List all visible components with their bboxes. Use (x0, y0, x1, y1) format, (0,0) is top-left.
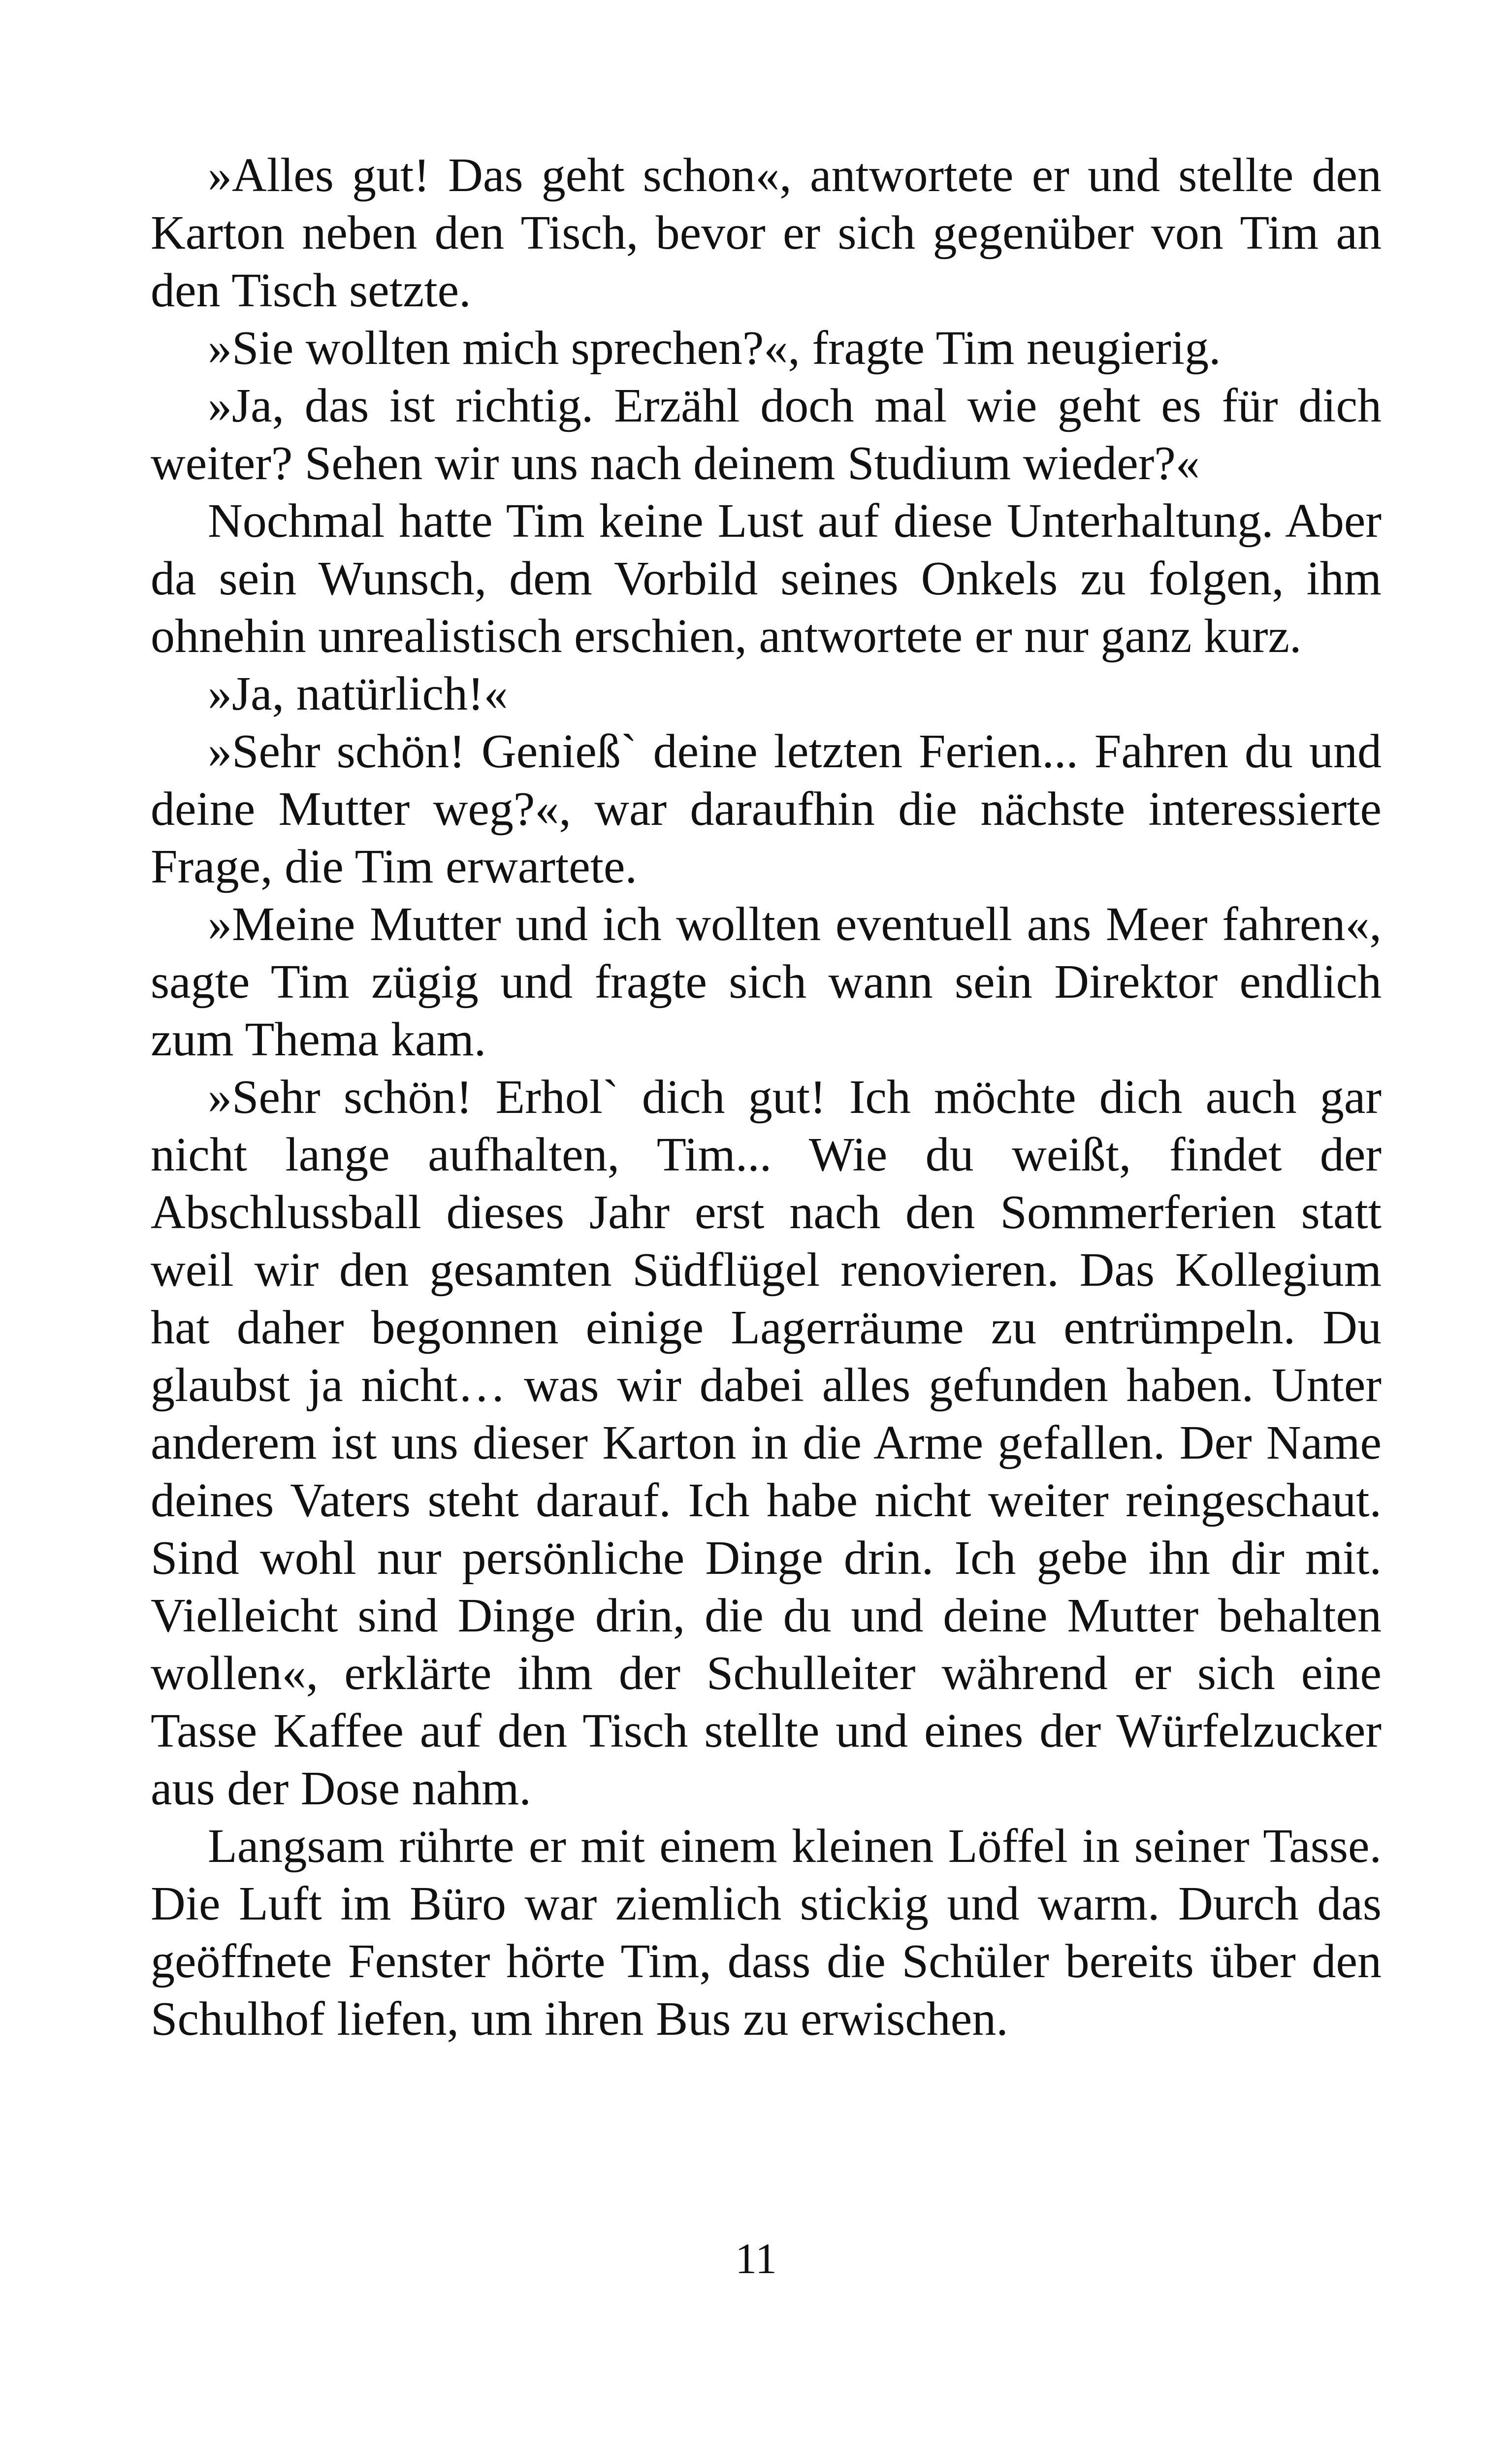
paragraph-8: »Sehr schön! Erhol` dich gut! Ich möchte dich auch gar nicht lange aufhalten, Tim... Wie du weißt, findet der Abschlussball dieses Jahr erst nach den Sommerferien statt weil wir den gesamten Südflügel renovieren. Das Kollegium hat daher begonnen einige Lagerräume zu entrümpeln. Du glaubst ja nicht… was wir dabei alles gefunden haben. Unter anderem ist uns dieser Karton in die Arme gefallen. Der Name deines Vaters steht darauf. Ich habe nicht weiter reingeschaut. Sind wohl nur persönliche Dinge drin. Ich gebe ihn dir mit. Vielleicht sind Dinge drin, die du und deine Mutter behalten wollen«, erklärte ihm der Schulleiter während er sich eine Tasse Kaffee auf den Tisch stellte und eines der Würfelzucker aus der Dose nahm. (151, 1071, 1382, 1815)
paragraph-3: »Ja, das ist richtig. Erzähl doch mal wie geht es für dich weiter? Sehen wir uns nach deinem Studium wieder?« (151, 379, 1382, 490)
paragraph-5: »Ja, natürlich!« (208, 667, 508, 720)
page-number: 11 (735, 2235, 777, 2283)
body-text (151, 147, 1382, 2048)
paragraph-4: Nochmal hatte Tim keine Lust auf diese Unterhaltung. Aber da sein Wunsch, dem Vorbild seines Onkels zu folgen, ihm ohnehin unrealistisch erschien, antwortete er nur ganz kurz. (151, 494, 1382, 663)
paragraph-6: »Sehr schön! Genieß` deine letzten Ferien... Fahren du und deine Mutter weg?«, war daraufhin die nächste interessierte Frage, die Tim erwartete. (151, 725, 1382, 893)
paragraph-1: »Alles gut! Das geht schon«, antwortete er und stellte den Karton neben den Tisch, bevor er sich gegenüber von Tim an den Tisch setzte. (151, 149, 1382, 317)
paragraph-9: Langsam rührte er mit einem kleinen Löffel in seiner Tasse. Die Luft im Büro war ziemlich stickig und warm. Durch das geöffnete Fenster hörte Tim, dass die Schüler bereits über den Schulhof liefen, um ihren Bus zu erwischen. (151, 1820, 1382, 2046)
paragraph-2: »Sie wollten mich sprechen?«, fragte Tim neugierig. (208, 322, 1221, 375)
paragraph-7: »Meine Mutter und ich wollten eventuell ans Meer fahren«, sagte Tim zügig und fragte sich wann sein Direktor endlich zum Thema kam. (151, 898, 1382, 1066)
